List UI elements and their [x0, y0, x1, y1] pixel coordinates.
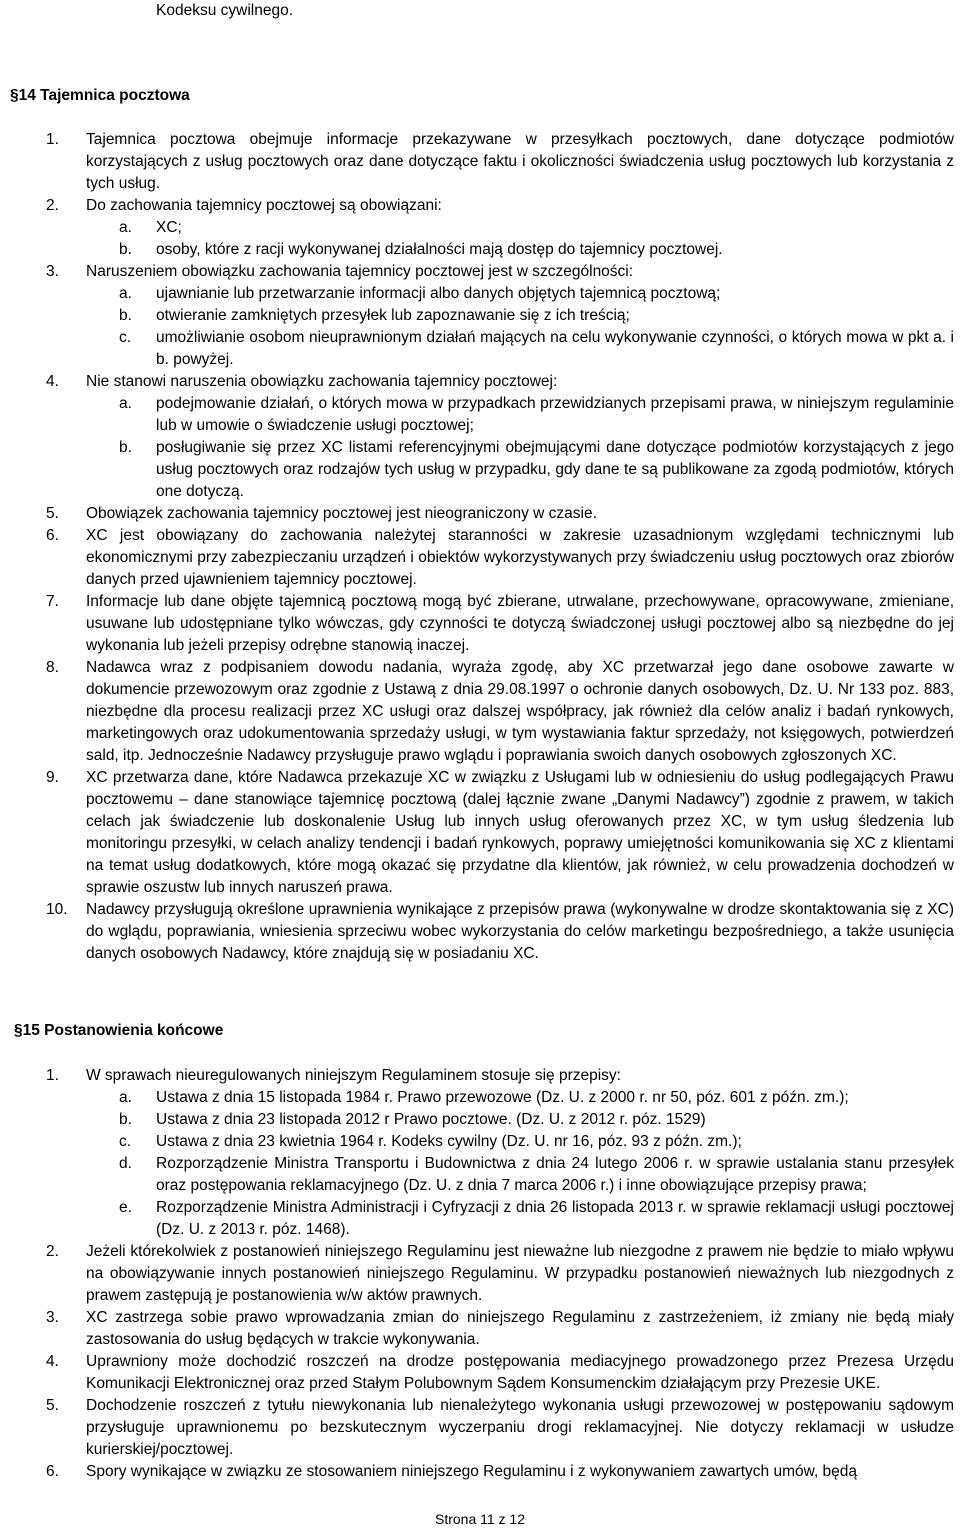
list-item: [0, 1395, 960, 1461]
list-item: [0, 591, 960, 657]
list-item: [0, 129, 960, 195]
section-15-list: [0, 1065, 960, 1483]
list-item: [0, 657, 960, 767]
list-item: [0, 1065, 960, 1087]
item-text: Informacje lub dane objęte tajemnicą pocztową mogą być zbierane, utrwalane, przechowywane, opracowywane, zmieniane, usuwane lub udostępniane tylko wówczas, gdy czynności te dotyczą świadczonej usługi pocztowej albo są niezbędne do jej wykonania lub jeżeli przepisy odrębne stanowią inaczej.: [86, 593, 954, 654]
sub-item-text: posługiwanie się przez XC listami referencyjnymi obejmującymi dane dotyczące podmiotów korzystających z jego usług pocztowych oraz rodzajów tych usług w przypadku, gdy dane te są publikowane za zgodą podmiotów, których one dotyczą.: [156, 439, 954, 500]
sub-item-letter: b.: [119, 439, 132, 456]
list-item: [0, 525, 960, 591]
sub-item-text: Ustawa z dnia 23 kwietnia 1964 r. Kodeks cywilny (Dz. U. nr 16, póz. 93 z późn. zm.);: [156, 1133, 742, 1150]
sub-item: [0, 217, 960, 239]
item-text: Naruszeniem obowiązku zachowania tajemnicy pocztowej jest w szczególności:: [86, 263, 634, 280]
item-text: Obowiązek zachowania tajemnicy pocztowej jest nieograniczony w czasie.: [86, 505, 597, 522]
sub-item-text: Rozporządzenie Ministra Transportu i Budownictwa z dnia 24 lutego 2006 r. w sprawie ustalania stanu przesyłek oraz postępowania reklamacyjnego (Dz. U. z dnia 7 marca 2006 r.) i inne obowiązujące przepisy prawa;: [156, 1155, 954, 1194]
list-item: [0, 261, 960, 283]
item-number: 4.: [46, 1353, 59, 1370]
item-number: 6.: [46, 527, 59, 544]
item-text: Dochodzenie roszczeń z tytułu niewykonania lub nienależytego wykonania usługi przewozowej w postępowaniu sądowym przysługuje uprawnionemu po bezskutecznym wyczerpaniu drogi reklamacyjnej. Nie dotyczy reklamacji w usłudze kurierskiej/pocztowej.: [86, 1397, 954, 1458]
item-number: 1.: [46, 1067, 59, 1084]
item-number: 5.: [46, 505, 59, 522]
sub-item: [0, 1109, 960, 1131]
list-item: [0, 1307, 960, 1351]
list-item: [0, 767, 960, 899]
list-item: [0, 1461, 960, 1483]
continuation-line: Kodeksu cywilnego.: [156, 2, 293, 19]
section-14-title: §14 Tajemnica pocztowa: [10, 87, 190, 104]
sub-item: [0, 393, 960, 437]
item-number: 4.: [46, 373, 59, 390]
list-item: [0, 1351, 960, 1395]
sub-item-letter: a.: [119, 1089, 132, 1106]
item-number: 9.: [46, 769, 59, 786]
sub-item-text: osoby, które z racji wykonywanej działalności mają dostęp do tajemnicy pocztowej.: [156, 241, 723, 258]
list-item: [0, 1241, 960, 1307]
item-number: 3.: [46, 1309, 59, 1326]
sub-item-text: ujawnianie lub przetwarzanie informacji albo danych objętych tajemnicą pocztową;: [156, 285, 721, 302]
sub-item-letter: c.: [119, 329, 132, 346]
sub-item-letter: a.: [119, 285, 132, 302]
sub-item-letter: c.: [119, 1133, 132, 1150]
sub-item-letter: d.: [119, 1155, 132, 1172]
item-text: Nie stanowi naruszenia obowiązku zachowania tajemnicy pocztowej:: [86, 373, 558, 390]
sub-item-text: Ustawa z dnia 23 listopada 2012 r Prawo pocztowe. (Dz. U. z 2012 r. póz. 1529): [156, 1111, 706, 1128]
sub-item: [0, 327, 960, 371]
item-number: 2.: [46, 197, 59, 214]
item-text: XC zastrzega sobie prawo wprowadzania zmian do niniejszego Regulaminu z zastrzeżeniem, iż zmiany nie będą miały zastosowania do usług będących w trakcie wykonywania.: [86, 1309, 954, 1348]
list-item: [0, 371, 960, 393]
item-number: 10.: [46, 901, 68, 918]
sub-item: [0, 1087, 960, 1109]
item-text: Nadawcy przysługują określone uprawnienia wynikające z przepisów prawa (wykonywalne w drodze skontaktowania się z XC) do wglądu, poprawiania, wniesienia sprzeciwu wobec wykorzystania do celów marketingu bezpośredniego, a także usunięcia danych osobowych Nadawcy, które znajdują się w posiadaniu XC.: [86, 901, 954, 962]
list-item: [0, 899, 960, 965]
sub-item: [0, 239, 960, 261]
item-number: 8.: [46, 659, 59, 676]
section-15-title: §15 Postanowienia końcowe: [14, 1022, 224, 1039]
sub-item: [0, 437, 960, 503]
item-text: Spory wynikające w związku ze stosowaniem niniejszego Regulaminu i z wykonywaniem zawartych umów, będą: [86, 1463, 858, 1480]
item-number: 2.: [46, 1243, 59, 1260]
item-text: Jeżeli którekolwiek z postanowień niniejszego Regulaminu jest nieważne lub niezgodne z prawem nie będzie to miało wpływu na obowiązywanie innych postanowień niniejszego Regulaminu. W przypadku postanowień nieważnych lub niezgodnych z prawem zastępują je postanowienia w/w aktów prawnych.: [86, 1243, 954, 1304]
sub-item-letter: b.: [119, 1111, 132, 1128]
item-number: 5.: [46, 1397, 59, 1414]
sub-item-text: Rozporządzenie Ministra Administracji i Cyfryzacji z dnia 26 listopada 2013 r. w sprawie reklamacji usługi pocztowej (Dz. U. z 2013 r. póz. 1468).: [156, 1199, 954, 1238]
sub-item-letter: a.: [119, 219, 132, 236]
item-number: 6.: [46, 1463, 59, 1480]
sub-item: [0, 305, 960, 327]
item-text: W sprawach nieuregulowanych niniejszym Regulaminem stosuje się przepisy:: [86, 1067, 621, 1084]
list-item: [0, 503, 960, 525]
sub-item-letter: b.: [119, 241, 132, 258]
sub-item: [0, 1131, 960, 1153]
sub-item-text: XC;: [156, 219, 182, 236]
sub-item: [0, 1197, 960, 1241]
item-text: Do zachowania tajemnicy pocztowej są obowiązani:: [86, 197, 442, 214]
page-number-footer: Strona 11 z 12: [434, 1511, 526, 1527]
sub-item-letter: a.: [119, 395, 132, 412]
item-text: Nadawca wraz z podpisaniem dowodu nadania, wyraża zgodę, aby XC przetwarzał jego dane osobowe zawarte w dokumencie przewozowym oraz zgodnie z Ustawą z dnia 29.08.1997 o ochronie danych osobowych, Dz. U. Nr 133 poz. 883, niezbędne dla procesu realizacji przez XC usługi oraz dalszej współpracy, jak również dla celów analiz i badań rynkowych, marketingowych oraz udokumentowania sprzedaży usługi, w tym wystawiania faktur sprzedaży, not księgowych, potwierdzeń sald, itp. Jednocześnie Nadawcy przysługuje prawo wglądu i poprawiania swoich danych osobowych zgłoszonych XC.: [86, 659, 954, 764]
item-number: 1.: [46, 131, 59, 148]
item-text: Uprawniony może dochodzić roszczeń na drodze postępowania mediacyjnego prowadzonego przez Prezesa Urzędu Komunikacji Elektronicznej oraz przed Stałym Polubownym Sądem Konsumenckim działającym przy Prezesie UKE.: [86, 1353, 954, 1392]
sub-item-text: podejmowanie działań, o których mowa w przypadkach przewidzianych przepisami prawa, w niniejszym regulaminie lub w umowie o świadczenie usługi pocztowej;: [156, 395, 954, 434]
sub-item-letter: e.: [119, 1199, 132, 1216]
item-text: XC przetwarza dane, które Nadawca przekazuje XC w związku z Usługami lub w odniesieniu do usług podlegających Prawu pocztowemu – dane stanowiące tajemnicę pocztową (dalej łącznie zwane „Danymi Nadawcy”) zgodnie z prawem, w takich celach jak świadczenie lub doskonalenie Usług lub innych usług oferowanych przez XC, w tym usług śledzenia lub monitoringu przesyłki, w celach analizy tendencji i badań rynkowych, poprawy umiejętności komunikowania się XC z klientami na temat usług dodatkowych, które mogą okazać się przydatne dla klientów, jak również, w celu prowadzenia dochodzeń w sprawie oszustw lub innych naruszeń prawa.: [86, 769, 954, 896]
sub-item-text: umożliwianie osobom nieuprawnionym działań mających na celu wykonywanie czynności, o których mowa w pkt a. i b. powyżej.: [156, 329, 954, 368]
list-item: [0, 195, 960, 217]
item-number: 3.: [46, 263, 59, 280]
sub-item-text: Ustawa z dnia 15 listopada 1984 r. Prawo przewozowe (Dz. U. z 2000 r. nr 50, póz. 601 z późn. zm.);: [156, 1089, 849, 1106]
sub-item-text: otwieranie zamkniętych przesyłek lub zapoznawanie się z ich treścią;: [156, 307, 630, 324]
item-number: 7.: [46, 593, 59, 610]
item-text: XC jest obowiązany do zachowania należytej staranności w zakresie uzasadnionym względami technicznymi lub ekonomicznymi przy zabezpieczaniu urządzeń i obiektów wykorzystywanych przy świadczeniu usług pocztowych oraz zbiorów danych przed ujawnieniem tajemnicy pocztowej.: [86, 527, 954, 588]
sub-item: [0, 1153, 960, 1197]
item-text: Tajemnica pocztowa obejmuje informacje przekazywane w przesyłkach pocztowych, dane dotyczące podmiotów korzystających z usług pocztowych oraz dane dotyczące faktu i okoliczności świadczenia usług pocztowych lub korzystania z tych usług.: [86, 131, 954, 192]
section-14-list: [0, 129, 960, 965]
sub-item: [0, 283, 960, 305]
sub-item-letter: b.: [119, 307, 132, 324]
